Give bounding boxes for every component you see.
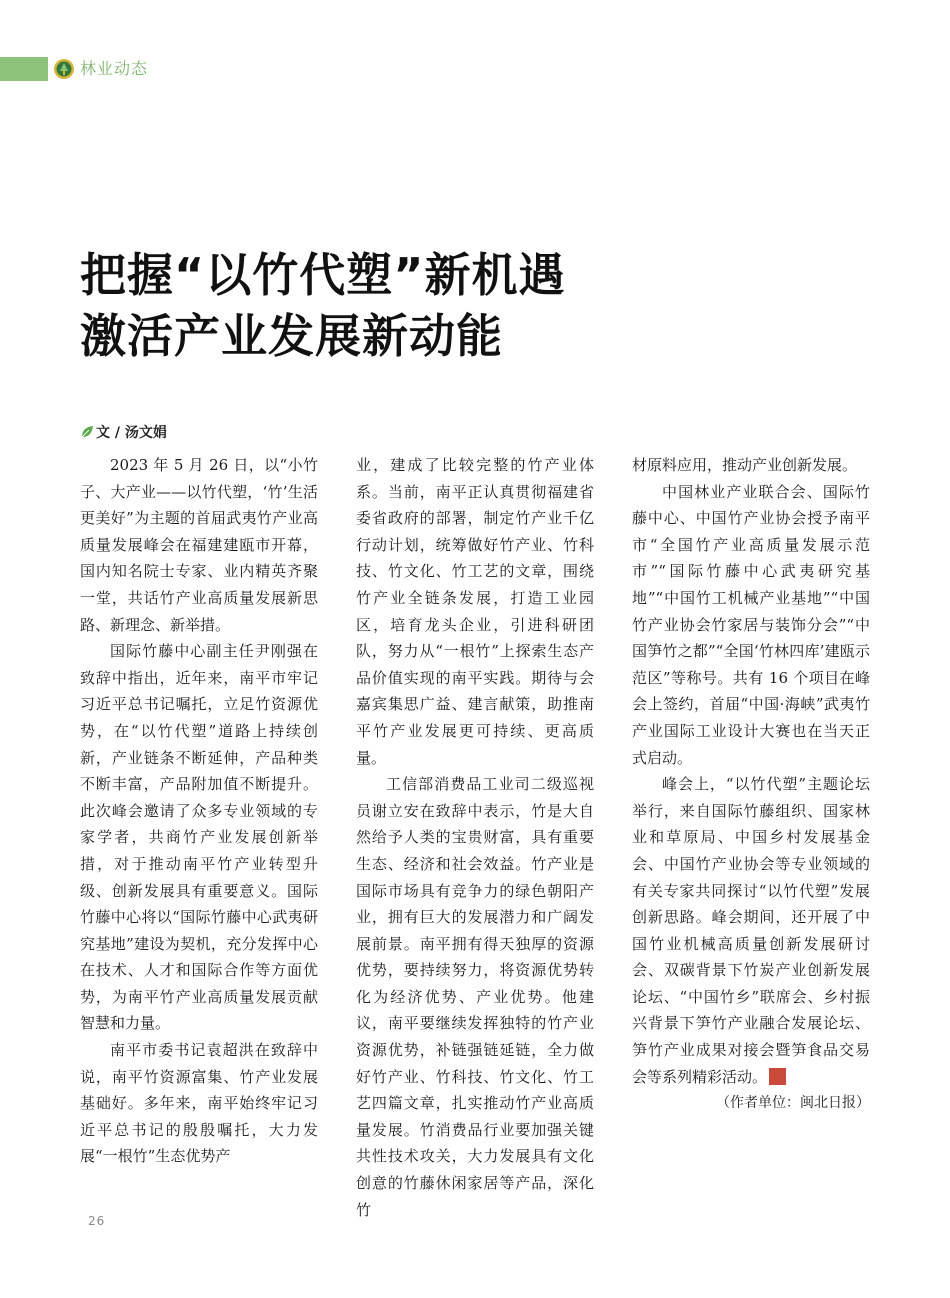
article-column-3 <box>632 452 870 1117</box>
page-number: 26 <box>88 1214 106 1228</box>
article-column-2 <box>356 452 594 1223</box>
paragraph: 材原料应用，推动产业创新发展。 <box>632 456 858 474</box>
article-column-1 <box>80 452 318 1170</box>
paragraph-text: 峰会上，“以竹代塑”主题论坛举行，来自国际竹藤组织、国家林业和草原局、中国乡村发展基金会、中国竹产业协会等专业领域的有关专家共同探讨“以竹代塑”发展创新思路。峰会期间，还开展了中国竹业机械高质量创新发展研讨会、双碳背景下竹炭产业创新发展论坛、“中国竹乡”联席会、乡村振兴背景下笋竹产业融合发展论坛、笋竹产业成果对接会暨笋食品交易会等系列精彩活动。 <box>632 775 870 1086</box>
article-title <box>80 245 900 367</box>
section-label: 林业动态 <box>80 59 149 78</box>
byline-text: 文 / 汤文娟 <box>96 425 167 441</box>
paragraph: 业，建成了比较完整的竹产业体系。当前，南平正认真贯彻福建省委省政府的部署，制定竹产业千亿行动计划，统筹做好竹产业、竹科技、竹文化、竹工艺的文章，围绕竹产业全链条发展，打造工业园区，培育龙头企业，引进科研团队，努力从“一根竹”上探索生态产品价值实现的南平实践。期待与会嘉宾集思广益、建言献策，助推南平竹产业发展更可持续、更高质量。 <box>356 456 594 767</box>
leaf-icon <box>80 425 94 439</box>
paragraph-last <box>632 771 870 1090</box>
paragraph: 中国林业产业联合会、国际竹藤中心、中国竹产业协会授予南平市“全国竹产业高质量发展示范市”“国际竹藤中心武夷研究基地”“中国竹工机械产业基地”“中国竹产业协会竹家居与装饰分会”“中国笋竹之都”“全国‘竹林四库’建瓯示范区”等称号。共有 16 个项目在峰会上签约，首届“中国·海峡”武夷竹产业国际工业设计大赛也在当天正式启动。 <box>632 482 870 767</box>
article-title-line-2: 激活产业发展新动能 <box>80 309 503 363</box>
paragraph: 工信部消费品工业司二级巡视员谢立安在致辞中表示，竹是大自然给予人类的宝贵财富，具有重要生态、经济和社会效益。竹产业是国际市场具有竞争力的绿色朝阳产业，拥有巨大的发展潜力和广阔发展前景。南平拥有得天独厚的资源优势，要持续努力，将资源优势转化为经济优势、产业优势。他建议，南平要继续发挥独特的竹产业资源优势，补链强链延链，全力做好竹产业、竹科技、竹文化、竹工艺四篇文章，扎实推动竹产业高质量发展。竹消费品行业要加强关键共性技术攻关，大力发展具有文化创意的竹藤休闲家居等产品，深化竹 <box>356 775 594 1219</box>
paragraph: 国际竹藤中心副主任尹刚强在致辞中指出，近年来，南平市牢记习近平总书记嘱托，立足竹资源优势，在“以竹代塑”道路上持续创新，产业链条不断延伸，产品种类不断丰富，产品附加值不断提升。此次峰会邀请了众多专业领域的专家学者，共商竹产业发展创新举措，对于推动南平竹产业转型升级、创新发展具有重要意义。国际竹藤中心将以“国际竹藤中心武夷研究基地”建设为契机，充分发挥中心在技术、人才和国际合作等方面优势，为南平竹产业高质量发展贡献智慧和力量。 <box>80 642 318 1033</box>
article-title-line-1: 把握“以竹代塑”新机遇 <box>80 248 566 302</box>
end-mark-icon <box>769 1068 786 1085</box>
byline <box>80 422 167 444</box>
section-color-bar <box>0 57 48 81</box>
forestry-emblem-icon <box>53 58 75 80</box>
paragraph: 2023 年 5 月 26 日，以“小竹子、大产业——以竹代塑，‘竹’生活更美好”为主题的首届武夷竹产业高质量发展峰会在福建建瓯市开幕，国内知名院士专家、业内精英齐聚一堂，共话竹产业高质量发展新思路、新理念、新举措。 <box>80 456 318 634</box>
paragraph: 南平市委书记袁超洪在致辞中说，南平竹资源富集、竹产业发展基础好。多年来，南平始终牢记习近平总书记的殷殷嘱托，大力发展“一根竹”生态优势产 <box>80 1041 318 1166</box>
author-unit: （作者单位：闽北日报） <box>716 1095 870 1112</box>
